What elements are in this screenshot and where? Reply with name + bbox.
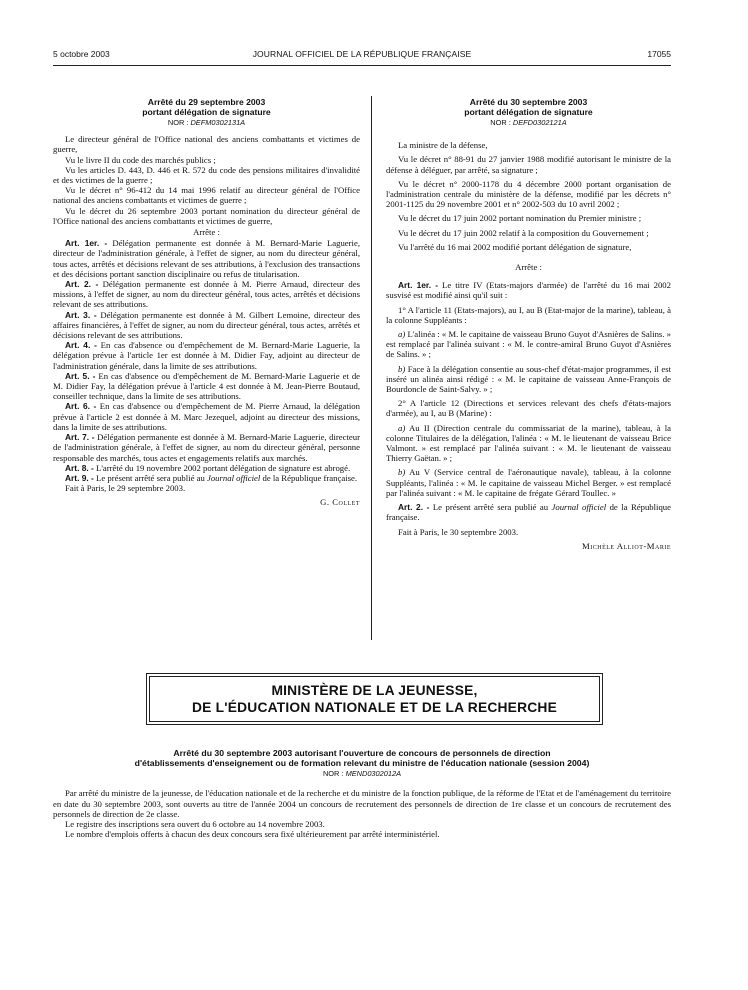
left-signature: G. Collet — [320, 497, 360, 508]
right-nor: NOR : DEFD0302121A — [490, 118, 567, 127]
ministry-line-1: MINISTÈRE DE LA JEUNESSE, — [271, 683, 478, 698]
left-intro-2: Vu les articles D. 443, D. 446 et R. 572 du code des pensions militaires d'invalidité et des victimes de la guerre ; — [53, 164, 360, 186]
right-done-at: Fait à Paris, le 30 septembre 2003. — [398, 526, 519, 537]
right-point-2b: b) Au V (Service central de l'aéronautique navale), tableau, à la colonne Suppléants, l'alinéa : « M. le capitaine de vaisseau Michel Berger. » est remplacé par l'alinéa suivant : « M. le capitaine de frégate Gérard Toullec. » — [386, 467, 671, 498]
bottom-paragraph-1: Le registre des inscriptions sera ouvert du 6 octobre au 14 novembre 2003. — [65, 819, 325, 830]
header-date: 5 octobre 2003 — [53, 49, 110, 59]
header-rule — [53, 65, 671, 66]
ministry-heading-box — [149, 676, 600, 722]
left-article-7: Art. 7. - Délégation permanente est donnée à M. Bernard-Marie Laguerie, directeur de l'administration générale, à l'effet de signer, au nom du directeur général, personne responsable des marchés, tous actes et engagements relatifs aux marchés. — [53, 432, 360, 463]
right-arrete-title: Arrêté du 30 septembre 2003 portant délégation de signature — [464, 97, 593, 117]
right-intro-5: Vu l'arrêté du 16 mai 2002 modifié portant délégation de signature, — [398, 241, 632, 252]
left-arrete-word: Arrête : — [193, 227, 220, 238]
right-column — [386, 97, 671, 551]
right-intro-3: Vu le décret du 17 juin 2002 portant nomination du Premier ministre ; — [398, 213, 642, 224]
right-intro-1: Vu le décret n° 88-91 du 27 janvier 1988 modifié autorisant le ministre de la défense à déléguer, par arrêté, sa signature ; — [386, 154, 671, 175]
page-number: 17055 — [647, 49, 671, 59]
bottom-paragraph-0: Par arrêté du ministre de la jeunesse, de l'éducation nationale et de la recherche et du ministre de la fonction publique, de la réforme de l'Etat et de l'aménagement du territoire en date du 30 septembre 2003, sont ouverts au titre de l'année 2004 un concours de recrutement des personnels de direction de 1re classe et un concours de recrutement des personnels de direction de 2e classe. — [53, 788, 671, 819]
right-article-1: Art. 1er. - Le titre IV (Etats-majors d'armée) de l'arrêté du 16 mai 2002 susvisé est modifié ainsi qu'il suit : — [386, 280, 671, 301]
bottom-nor: NOR : MEND0302012A — [322, 769, 402, 778]
page-header — [53, 49, 671, 63]
bottom-section — [53, 748, 671, 840]
right-point-1b: b) Face à la délégation consentie au sous-chef d'état-major programmes, il est inséré un alinéa ainsi rédigé : « M. le capitaine de vaisseau Anne-François de Bourdoncle de Saint-Salvy. » ; — [386, 363, 672, 395]
left-article-2: Art. 2. - Délégation permanente est donnée à M. Pierre Arnaud, directeur des missions, à l'effet de signer, au nom du directeur général, tous actes, arrêtés et décisions relevant de ses attributions. — [53, 279, 361, 310]
left-intro-1: Vu le livre II du code des marchés publics ; — [65, 154, 216, 165]
left-column — [53, 97, 360, 508]
ministry-line-2: DE L'ÉDUCATION NATIONALE ET DE LA RECHERCHE — [192, 700, 557, 715]
right-point-2: 2° A l'article 12 (Directions et services relevant des chefs d'états-majors d'armée), au I, au B (Marine) : — [386, 398, 671, 419]
bottom-arrete-title: Arrêté du 30 septembre 2003 autorisant l'ouverture de concours de personnels de direction d'établissements d'enseignement ou de formation relevant du ministre de l'éducation nationale (session 2004) — [134, 748, 590, 768]
right-point-1: 1° A l'article 11 (Etats-majors), au I, au B (Etat-major de la marine), tableau, à la colonne Suppléants : — [386, 304, 671, 325]
right-intro-2: Vu le décret n° 2000-1178 du 4 décembre 2000 portant organisation de l'administration centrale du ministère de la défense, modifié par les décrets n° 2001-1125 du 29 novembre 2001 et n° 2002-503 du 10 avril 2002 ; — [386, 178, 671, 210]
left-done-at: Fait à Paris, le 29 septembre 2003. — [65, 483, 186, 494]
left-article-8: Art. 8. - L'arrêté du 19 novembre 2002 portant délégation de signature est abrogé. — [65, 462, 351, 473]
left-article-4: Art. 4. - En cas d'absence ou d'empêchement de M. Bernard-Marie Laguerie, la délégation prévue à l'article 1er est donnée à M. Didier Fay, adjoint au directeur de l'administration générale, dans la limite de ses attributions. — [53, 340, 360, 371]
left-article-6: Art. 6. - En cas d'absence ou d'empêchement de M. Pierre Arnaud, la délégation prévue à l'article 2 est donnée à M. Marc Jezequel, adjoint au directeur des missions, dans la limite de ses attributions. — [53, 401, 360, 432]
column-divider — [371, 96, 372, 640]
left-article-9: Art. 9. - Le présent arrêté sera publié au Journal officiel de la République française. — [65, 472, 358, 483]
right-intro-4: Vu le décret du 17 juin 2002 relatif à la composition du Gouvernement ; — [398, 227, 649, 238]
bottom-paragraph-2: Le nombre d'emplois offerts à chacun des deux concours sera fixé ultérieurement par arrêté interministériel. — [65, 829, 440, 840]
right-intro-0: La ministre de la défense, — [398, 140, 488, 151]
journal-title: JOURNAL OFFICIEL DE LA RÉPUBLIQUE FRANÇAISE — [252, 49, 472, 59]
left-article-5: Art. 5. - En cas d'absence ou d'empêchement de M. Bernard-Marie Laguerie et de M. Didier Fay, la délégation prévue à l'article 4 est donnée à M. Jean-Pierre Boutaud, conseiller technique, dans la limite de ses attributions. — [53, 370, 361, 402]
right-arrete-word: Arrête : — [515, 262, 542, 273]
right-point-1a: a) L'alinéa : « M. le capitaine de vaisseau Bruno Guyot d'Asnières de Salins. » est remplacé par l'alinéa suivant : « M. le contre-amiral Bruno Guyot d'Asnières de Salins. » ; — [386, 329, 672, 360]
left-intro-3: Vu le décret n° 96-412 du 14 mai 1996 relatif au directeur général de l'Office national des anciens combattants et victimes de guerre ; — [53, 185, 360, 206]
left-article-1: Art. 1er. - Délégation permanente est donnée à M. Bernard-Marie Laguerie, directeur de l'administration générale, à l'effet de signer, au nom du directeur général, tous actes, arrêtés et décisions relevant de ses attributions, à l'exclusion des transactions et des décisions portant sanction disciplinaire ou refus de titularisation. — [53, 238, 360, 279]
right-signature: Michèle Alliot-Marie — [582, 540, 671, 551]
left-arrete-title: Arrêté du 29 septembre 2003 portant délégation de signature — [142, 97, 271, 117]
right-article-2: Art. 2. - Le présent arrêté sera publié au Journal officiel de la République française. — [386, 502, 672, 523]
left-nor: NOR : DEFM0302131A — [167, 118, 246, 127]
left-article-3: Art. 3. - Délégation permanente est donnée à M. Gilbert Lemoine, directeur des affaires financières, à l'effet de signer, au nom du directeur général, tous actes, arrêtés et décisions relevant de ses attributions. — [53, 309, 360, 341]
right-point-2a: a) Au II (Direction centrale du commissariat de la marine), tableau, à la colonne Titulaires de la délégation, l'alinéa : « M. le lieutenant de vaisseau Brice Valmont. » est remplacé par l'alinéa suivant : « M. le lieutenant de vaisseau Thierry Gaëtan. » ; — [386, 422, 671, 464]
left-intro-4: Vu le décret du 26 septembre 2003 portant nomination du directeur général de l'Office national des anciens combattants et victimes de guerre, — [53, 205, 360, 226]
left-intro-0: Le directeur général de l'Office national des anciens combattants et victimes de guerre, — [53, 134, 360, 155]
